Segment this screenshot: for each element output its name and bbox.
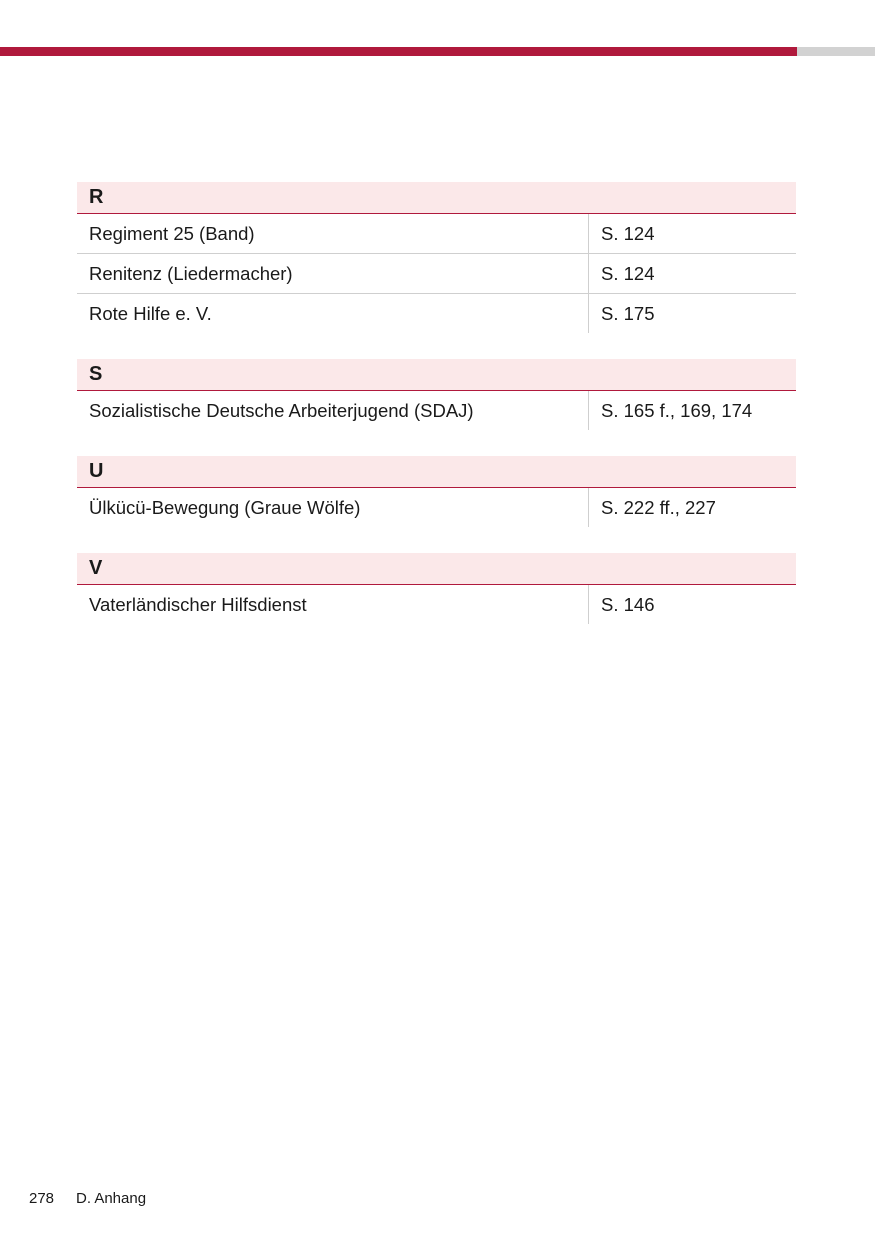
section-letter: R — [77, 182, 796, 214]
entry-name: Regiment 25 (Band) — [77, 214, 589, 253]
index-entry — [77, 585, 796, 624]
entry-pages: S. 165 f., 169, 174 — [601, 399, 753, 421]
section-letter: U — [77, 456, 796, 488]
index-entry — [77, 214, 796, 254]
entry-pages: S. 124 — [601, 222, 655, 244]
index-section-s — [77, 359, 796, 430]
index-section-r — [77, 182, 796, 333]
entry-pages: S. 222 ff., 227 — [601, 496, 716, 518]
index-section-u — [77, 456, 796, 527]
entry-pages: S. 175 — [601, 302, 655, 324]
page-footer — [29, 1190, 146, 1207]
entry-pages: S. 146 — [601, 593, 655, 615]
index-section-v — [77, 553, 796, 624]
section-letter: S — [77, 359, 796, 391]
header-accent-bar — [0, 47, 797, 56]
section-letter: V — [77, 553, 796, 585]
index-entry — [77, 294, 796, 333]
entry-name: Sozialistische Deutsche Arbeiterjugend (SDAJ) — [77, 391, 589, 430]
index-entry — [77, 254, 796, 294]
index-entry — [77, 488, 796, 527]
header-gray-bar — [797, 47, 875, 56]
entry-name: Renitenz (Liedermacher) — [77, 254, 589, 293]
entry-pages: S. 124 — [601, 262, 655, 284]
entry-name: Rote Hilfe e. V. — [77, 294, 589, 333]
entry-name: Ülkücü-Bewegung (Graue Wölfe) — [77, 488, 589, 527]
entry-name: Vaterländischer Hilfsdienst — [77, 585, 589, 624]
page-number: 278 — [29, 1190, 55, 1207]
footer-section-title: D. Anhang — [76, 1190, 147, 1207]
index-entry — [77, 391, 796, 430]
index-table — [77, 182, 796, 650]
